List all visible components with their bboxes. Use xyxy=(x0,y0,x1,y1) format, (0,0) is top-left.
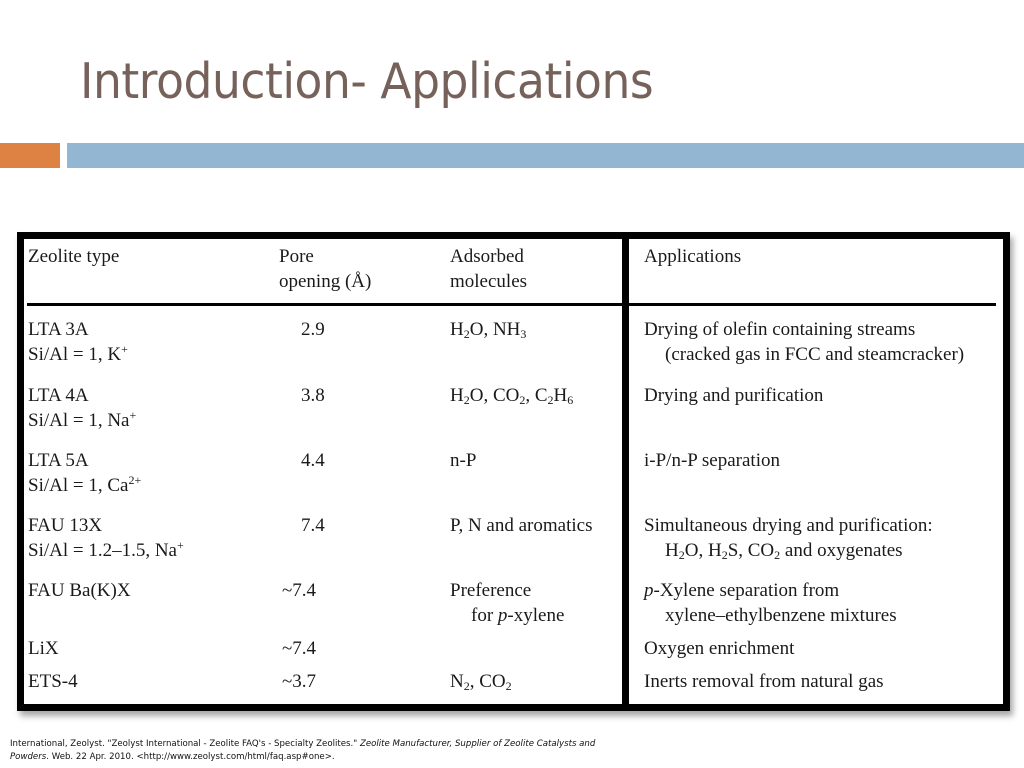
header-adsorbed-line1: Adsorbed xyxy=(450,246,524,267)
adsorbed-molecules: $H_2O$, $CO_2$, $C_2H_6$ xyxy=(450,385,574,407)
adsorbed-molecules: $N_2$, $CO_2$ xyxy=(450,671,512,693)
application-line2: (cracked gas in FCC and steamcracker) xyxy=(665,344,965,365)
application-line1: Drying of olefin containing streams xyxy=(644,319,916,340)
zeolite-name: LTA 3A xyxy=(28,319,89,340)
zeolite-composition: Si/Al = 1, Na+ xyxy=(28,408,137,431)
application-line1: i-P/n-P separation xyxy=(644,450,780,471)
header-rule xyxy=(629,303,996,306)
accent-bar-orange xyxy=(0,143,60,168)
adsorbed-molecules-line1: Preference xyxy=(450,580,532,601)
zeolite-name: FAU Ba(K)X xyxy=(28,580,131,601)
application-line1: Oxygen enrichment xyxy=(644,638,795,659)
zeolite-composition: Si/Al = 1, $Ca^{2+}$ xyxy=(28,473,142,496)
citation-source-title: Zeolite Manufacturer, Supplier of Zeolite Catalysts and Powders xyxy=(10,739,596,762)
header-zeolite-type: Zeolite type xyxy=(28,246,120,267)
application-line1: Drying and purification xyxy=(644,385,824,406)
pore-opening: 4.4 xyxy=(301,450,325,471)
slide-title: Introduction- Applications xyxy=(80,53,654,110)
header-pore-opening-line1: Pore xyxy=(279,246,314,267)
header-pore-opening-line2: opening (Å) xyxy=(279,271,372,292)
adsorbed-molecules: P, N and aromatics xyxy=(450,515,593,536)
application-line1: Inerts removal from natural gas xyxy=(644,671,884,692)
zeolite-composition: Si/Al = 1.2–1.5, Na+ xyxy=(28,538,184,561)
pore-opening: ~3.7 xyxy=(282,671,317,692)
zeolite-applications-table xyxy=(17,232,1010,711)
zeolite-name: ETS-4 xyxy=(28,671,78,692)
pore-opening: 7.4 xyxy=(301,515,325,536)
zeolite-name: LTA 5A xyxy=(28,450,89,471)
application-line2: xylene–ethylbenzene mixtures xyxy=(665,605,897,626)
adsorbed-molecules: n-P xyxy=(450,450,477,471)
citation-web-info: . Web. 22 Apr. 2010. <http://www.zeolyst.com/html/faq.asp#one>. xyxy=(46,752,335,762)
application-line1: Simultaneous drying and purification: xyxy=(644,515,933,536)
pore-opening: ~7.4 xyxy=(282,638,317,659)
adsorbed-molecules: $H_2O$, $NH_3$ xyxy=(450,319,527,341)
accent-bar-blue xyxy=(67,143,1024,168)
zeolite-name: LiX xyxy=(28,638,59,659)
pore-opening: 3.8 xyxy=(301,385,325,406)
application-line1: p-Xylene separation from xyxy=(644,580,840,601)
header-rule xyxy=(27,303,622,306)
zeolite-name: FAU 13X xyxy=(28,515,103,536)
zeolite-name: LTA 4A xyxy=(28,385,89,406)
application-line2: $H_2O$, $H_2S$, $CO_2$ and oxygenates xyxy=(665,540,903,562)
citation-text: International, Zeolyst. "Zeolyst International - Zeolite FAQ's - Specialty Zeolites." xyxy=(10,739,360,749)
header-adsorbed-line2: molecules xyxy=(450,271,528,292)
pore-opening: ~7.4 xyxy=(282,580,317,601)
citation xyxy=(10,738,610,764)
adsorbed-molecules-line2: for p-xylene xyxy=(471,605,565,626)
column-divider xyxy=(622,239,629,704)
header-applications: Applications xyxy=(644,246,742,267)
pore-opening: 2.9 xyxy=(301,319,325,340)
zeolite-composition: Si/Al = 1, K+ xyxy=(28,342,128,365)
